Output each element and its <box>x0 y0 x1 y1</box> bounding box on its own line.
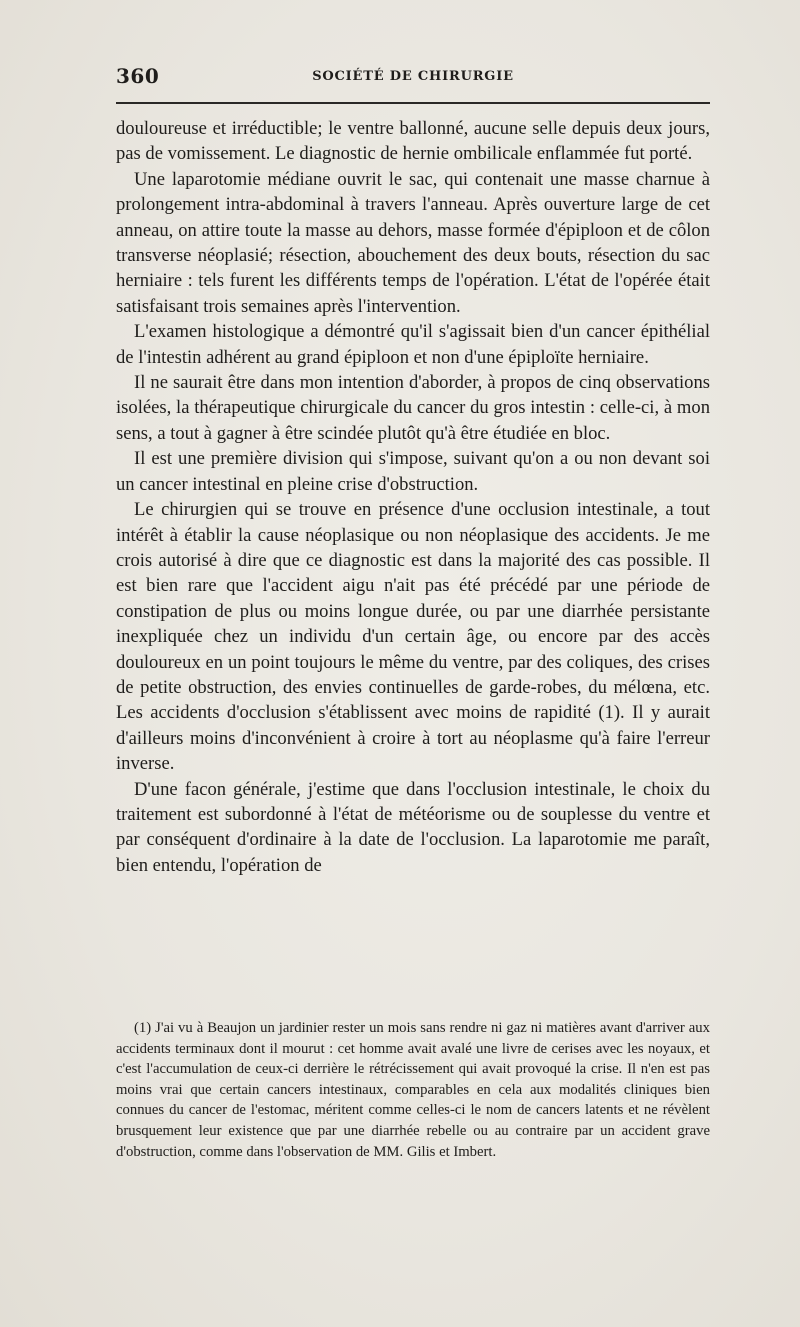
running-head: SOCIÉTÉ DE CHIRURGIE <box>312 69 514 84</box>
paragraph-therapeutics: Il ne saurait être dans mon intention d'aborder, à propos de cinq observations isolées, la thérapeutique chirurgicale du cancer du gros intestin : celle-ci, à mon sens, a tout à gagner à être scindée plutôt qu'à être étudiée en bloc. <box>116 372 710 444</box>
paragraph-histology: L'examen histologique a démontré qu'il s'agissait bien d'un cancer épithélial de l'intestin adhérent au grand épiploon et non d'une épiploïte herniaire. <box>116 321 710 368</box>
header-rule <box>116 102 710 104</box>
paragraph-treatment-choice: D'une facon générale, j'estime que dans l'occlusion intestinale, le choix du traitement est subordonné à l'état de météorisme ou de souplesse du ventre et par conséquent d'ordinaire à la date de l'occlusion. La laparotomie me paraît, bien entendu, l'opération de <box>116 778 710 876</box>
footnote: (1) J'ai vu à Beaujon un jardinier rester un mois sans rendre ni gaz ni matières avant d'arriver aux accidents terminaux dont il mourut : cet homme avait avalé une livre de cerises avec les noyaux, et c'est l'accumulation de ceux-ci derrière le rétrécissement qui avait provoqué la crise. Il n'en est pas moins vrai que certain cancers intestinaux, comparables en cela aux modalités cliniques bien connues du cancer de l'estomac, méritent comme celles-ci le nom de cancers latents et ne révèlent brusquement leur existence que par une diarrhée rebelle ou au contraire par un accident grave d'obstruction, comme dans l'observation de MM. Gilis et Imbert. <box>116 1020 710 1160</box>
paragraph-occlusion-diagnosis: Le chirurgien qui se trouve en présence d'une occlusion intestinale, a tout intérêt à établir la cause néoplasique ou non néoplasique des accidents. Je me crois autorisé à dire que ce diagnostic est dans la majorité des cas possible. Il est bien rare que l'accident aigu n'ait pas été précédé par une période de constipation de plus ou moins longue durée, ou par une diarrhée persistante inexpliquée chez un individu d'un certain âge, ou encore par des accès douloureux en un point toujours le même du ventre, par des coliques, des crises de petite obstruction, des envies continuelles de garde-robes, du mélœna, etc. Les accidents d'occlusion s'établissent avec moins de rapidité (1). Il y aurait d'ailleurs moins d'inconvénient à croire à tort au néoplasme qu'à faire l'erreur inverse. <box>116 499 710 775</box>
paragraph-division: Il est une première division qui s'impose, suivant qu'on a ou non devant soi un cancer intestinal en pleine crise d'obstruction. <box>116 448 710 495</box>
body-text <box>116 116 710 878</box>
page-header <box>116 64 710 92</box>
paragraph-laparotomy: Une laparotomie médiane ouvrit le sac, qui contenait une masse charnue à prolongement intra-abdominal à travers l'anneau. Après ouverture large de cet anneau, on attire toute la masse au dehors, masse formée d'épiploon et de côlon transverse néoplasié; résection, abouchement des deux bouts, résection du sac herniaire : tels furent les différents temps de l'opération. L'état de l'opérée était satisfaisant trois semaines après l'intervention. <box>116 168 710 317</box>
page-number: 360 <box>116 64 160 88</box>
paragraph-continuation: douloureuse et irréductible; le ventre ballonné, aucune selle depuis deux jours, pas de vomissement. Le diagnostic de hernie ombilicale enflammée fut porté. <box>116 118 710 165</box>
